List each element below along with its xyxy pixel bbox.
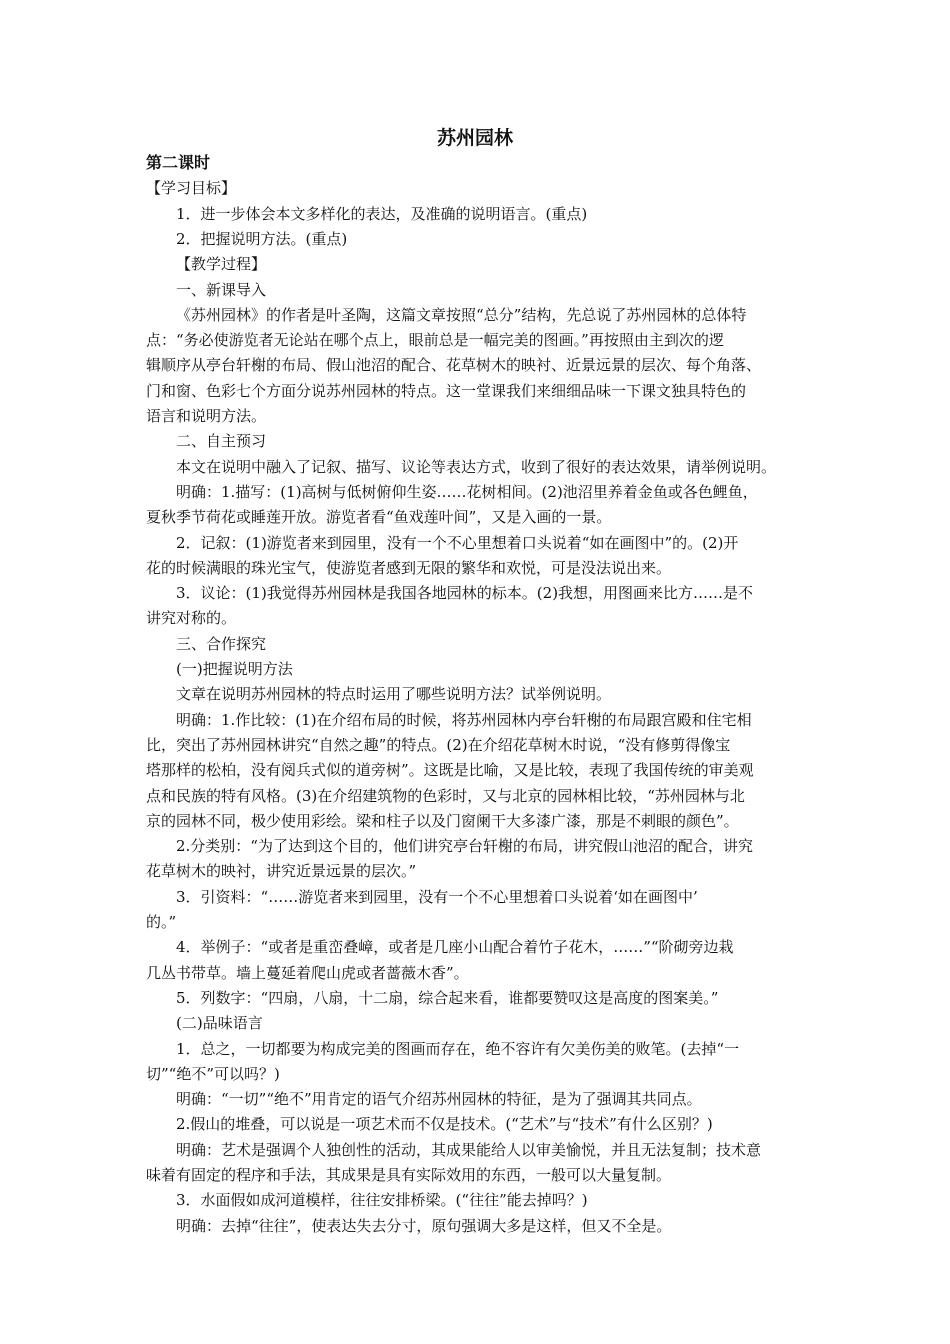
text-line: 明确：“一切”“绝不”用肯定的语气介绍苏州园林的特征，是为了强调其共同点。 bbox=[176, 1090, 702, 1109]
text-line: 2.假山的堆叠，可以说是一项艺术而不仅是技术。(“艺术”与“技术”有什么区别？) bbox=[176, 1115, 713, 1134]
text-line: (一)把握说明方法 bbox=[176, 660, 293, 678]
text-line: 1．进一步体会本文多样化的表达，及准确的说明语言。(重点) bbox=[176, 204, 588, 223]
text-line: 2．把握说明方法。(重点) bbox=[176, 229, 348, 248]
page-title: 苏州园林 bbox=[436, 127, 513, 149]
text-line: 讲究对称的。 bbox=[146, 609, 237, 628]
text-line: 花的时候满眼的珠光宝气，使游览者感到无限的繁华和欢悦，可是没法说出来。 bbox=[146, 558, 672, 577]
text-line: 三、合作探究 bbox=[176, 634, 267, 653]
text-line: 3．议论：(1)我觉得苏州园林是我国各地园林的标本。(2)我想，用图画来比方……是不 bbox=[176, 584, 754, 603]
text-line: 花草树木的映衬，讲究近景远景的层次。” bbox=[146, 862, 417, 881]
text-line: 一、新课导入 bbox=[176, 280, 267, 299]
text-line: 《苏州园林》的作者是叶圣陶，这篇文章按照“总分”结构，先总说了苏州园林的总体特 bbox=[176, 305, 747, 324]
text-line: 【学习目标】 bbox=[146, 179, 237, 198]
text-line: 点和民族的特有风格。(3)在介绍建筑物的色彩时，又与北京的园林相比较，“苏州园林与北 bbox=[146, 786, 745, 805]
text-line: 2．记叙：(1)游览者来到园里，没有一个不心里想着口头说着“如在画图中”的。(2)开 bbox=[176, 533, 739, 552]
text-line: 本文在说明中融入了记叙、描写、议论等表达方式，收到了很好的表达效果，请举例说明。 bbox=[176, 457, 777, 476]
text-line: 2.分类别：“为了达到这个目的，他们讲究亭台轩榭的布局，讲究假山池沼的配合，讲究 bbox=[176, 837, 753, 856]
text-line: 的。” bbox=[146, 913, 177, 931]
text-line: 3．水面假如成河道模样，往往安排桥梁。(“往往”能去掉吗？) bbox=[176, 1191, 588, 1210]
text-line: 二、自主预习 bbox=[176, 432, 267, 451]
text-line: 明确：1.作比较：(1)在介绍布局的时候，将苏州园林内亭台轩榭的布局跟宫殿和住宅相 bbox=[176, 710, 752, 729]
text-line: 明确：1.描写：(1)高树与低树俯仰生姿……花树相间。(2)池沼里养着金鱼或各色鲤鱼， bbox=[176, 482, 758, 501]
text-line: 门和窗、色彩七个方面分说苏州园林的特点。这一堂课我们来细细品味一下课文独具特色的 bbox=[146, 381, 747, 400]
text-line: 1．总之，一切都要为构成完美的图画而存在，绝不容许有欠美伤美的败笔。(去掉“一 bbox=[176, 1039, 740, 1058]
text-line: 4．举例子：“或者是重峦叠嶂，或者是几座小山配合着竹子花木，……”“阶砌旁边栽 bbox=[176, 938, 734, 957]
text-line: 京的园林不同，极少使用彩绘。梁和柱子以及门窗阑干大多漆广漆，那是不刺眼的颜色”。 bbox=[146, 811, 739, 830]
text-line: 明确：艺术是强调个人独创性的活动，其成果能给人以审美愉悦，并且无法复制；技术意 bbox=[176, 1140, 762, 1159]
text-line: 【教学过程】 bbox=[176, 255, 267, 274]
text-line: (二)品味语言 bbox=[176, 1014, 263, 1033]
text-line: 辑顺序从亭台轩榭的布局、假山池沼的配合、花草树木的映衬、近景远景的层次、每个角落、 bbox=[146, 356, 762, 375]
text-line: 点：“务必使游览者无论站在哪个点上，眼前总是一幅完美的图画。”再按照由主到次的逻 bbox=[146, 331, 724, 350]
text-line: 比，突出了苏州园林讲究“自然之趣”的特点。(2)在介绍花草树木时说，“没有修剪得像宝 bbox=[146, 735, 731, 754]
text-line: 语言和说明方法。 bbox=[146, 407, 267, 425]
text-line: 味着有固定的程序和手法，其成果是具有实际效用的东西，一般可以大量复制。 bbox=[146, 1166, 672, 1184]
text-line: 5．列数字：“四扇，八扇，十二扇，综合起来看，谁都要赞叹这是高度的图案美。” bbox=[176, 988, 719, 1007]
text-line: 几丛书带草。墙上蔓延着爬山虎或者蔷薇木香”。 bbox=[146, 963, 469, 982]
text-line: 文章在说明苏州园林的特点时运用了哪些说明方法？试举例说明。 bbox=[176, 685, 612, 704]
text-line: 塔那样的松柏，没有阅兵式似的道旁树”。这既是比喻，又是比较，表现了我国传统的审美观 bbox=[146, 761, 754, 780]
section-heading: 第二课时 bbox=[146, 153, 211, 172]
text-line: 夏秋季节荷花或睡莲开放。游览者看“鱼戏莲叶间”，又是入画的一景。 bbox=[146, 508, 612, 527]
text-line: 切”“绝不”可以吗？) bbox=[146, 1064, 280, 1083]
text-line: 明确：去掉“往往”，使表达失去分寸，原句强调大多是这样，但又不全是。 bbox=[176, 1216, 672, 1235]
text-line: 3．引资料：“……游览者来到园里，没有一个不心里想着口头说着‘如在画图中’ bbox=[176, 887, 698, 906]
